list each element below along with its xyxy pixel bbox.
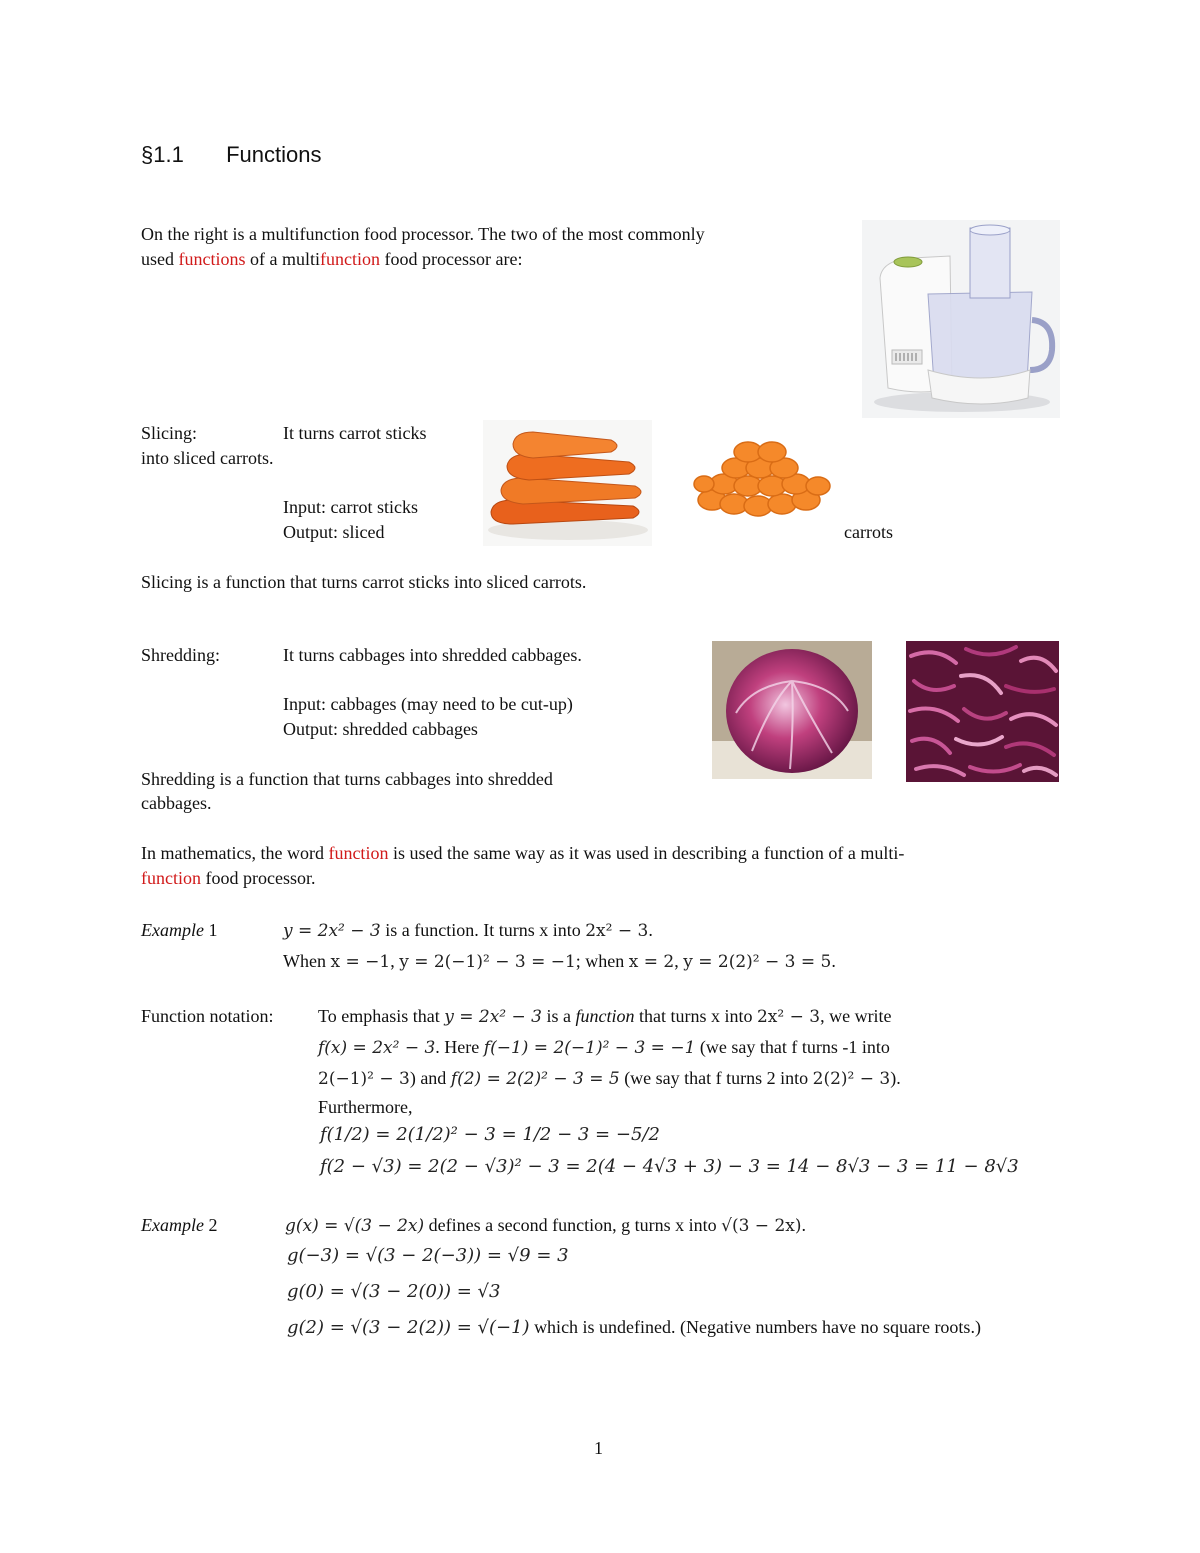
example-1-label: Example 1 xyxy=(141,920,218,940)
notation-label: Function notation: xyxy=(141,1006,274,1026)
sliced-carrots-image xyxy=(690,430,834,524)
notation-line-2: f(x) = 2x² − 3. Here f(−1) = 2(−1)² − 3 = −1 (we say that f turns -1 into xyxy=(318,1037,890,1058)
shredding-output: Output: shredded cabbages xyxy=(283,719,478,739)
notation-line-4: Furthermore, xyxy=(318,1097,413,1117)
shredding-summary-1: Shredding is a function that turns cabbages into shredded xyxy=(141,769,553,789)
notation-line-1: To emphasis that y = 2x² − 3 is a function that turns x into 2x² − 3, we write xyxy=(318,1006,892,1027)
example-2-equation: g(x) = √(3 − 2x) xyxy=(285,1216,425,1236)
example-2-line-4: g(2) = √(3 − 2(2)) = √(−1) which is undefined. (Negative numbers have no square roots.) xyxy=(287,1317,981,1338)
section-number: §1.1 xyxy=(141,142,184,167)
carrot-sticks-image xyxy=(483,420,652,546)
shredding-label: Shredding: xyxy=(141,645,220,665)
keyword-function-math: function xyxy=(328,843,389,863)
slicing-label: Slicing: xyxy=(141,423,198,443)
intro-line-1: On the right is a multifunction food processor. The two of the most commonly xyxy=(141,224,705,244)
keyword-function-wrap: function xyxy=(141,868,201,888)
cabbage-image xyxy=(712,641,872,779)
shredding-input: Input: cabbages (may need to be cut-up) xyxy=(283,694,573,714)
example-1-equation: y = 2x² − 3 xyxy=(283,921,381,941)
page-number: 1 xyxy=(594,1438,603,1458)
section-title: Functions xyxy=(226,142,322,167)
example-1-line-2: When x = −1, y = 2(−1)² − 3 = −1; when x = 2, y = 2(2)² − 3 = 5. xyxy=(283,951,836,972)
notation-line-5: f(1/2) = 2(1/2)² − 3 = 1/2 − 3 = −5/2 xyxy=(320,1124,660,1145)
notation-line-3: 2(−1)² − 3) and f(2) = 2(2)² − 3 = 5 (we say that f turns 2 into 2(2)² − 3). xyxy=(318,1068,901,1089)
slicing-desc-2: into sliced carrots. xyxy=(141,448,274,468)
slicing-input: Input: carrot sticks xyxy=(283,497,418,517)
math-intro-line-2: function food processor. xyxy=(141,868,316,888)
example-2-line-1: g(x) = √(3 − 2x) defines a second function, g turns x into √(3 − 2x). xyxy=(285,1215,806,1236)
example-2-line-2: g(−3) = √(3 − 2(−3)) = √9 = 3 xyxy=(287,1245,569,1266)
shredded-cabbage-image xyxy=(906,641,1059,782)
math-intro-line-1: In mathematics, the word function is used the same way as it was used in describing a function of a multi- xyxy=(141,843,905,863)
intro-line-2: used functions of a multifunction food processor are: xyxy=(141,249,523,269)
shredding-summary-2: cabbages. xyxy=(141,793,212,813)
slicing-summary: Slicing is a function that turns carrot sticks into sliced carrots. xyxy=(141,572,587,592)
slicing-output: Output: sliced xyxy=(283,522,385,542)
notation-line-6: f(2 − √3) = 2(2 − √3)² − 3 = 2(4 − 4√3 + 3) − 3 = 14 − 8√3 − 3 = 11 − 8√3 xyxy=(320,1156,1019,1177)
example-2-label: Example 2 xyxy=(141,1215,218,1235)
shredding-desc: It turns cabbages into shredded cabbages. xyxy=(283,645,582,665)
slicing-output-tail: carrots xyxy=(844,522,893,542)
example-1-line-1: y = 2x² − 3 is a function. It turns x into 2x² − 3. xyxy=(283,920,653,941)
food-processor-image xyxy=(862,220,1060,418)
slicing-desc-1: It turns carrot sticks xyxy=(283,423,427,443)
page-title xyxy=(141,142,321,168)
keyword-functions: functions xyxy=(178,249,246,269)
example-2-line-3: g(0) = √(3 − 2(0)) = √3 xyxy=(287,1281,501,1302)
keyword-function: function xyxy=(320,249,380,269)
